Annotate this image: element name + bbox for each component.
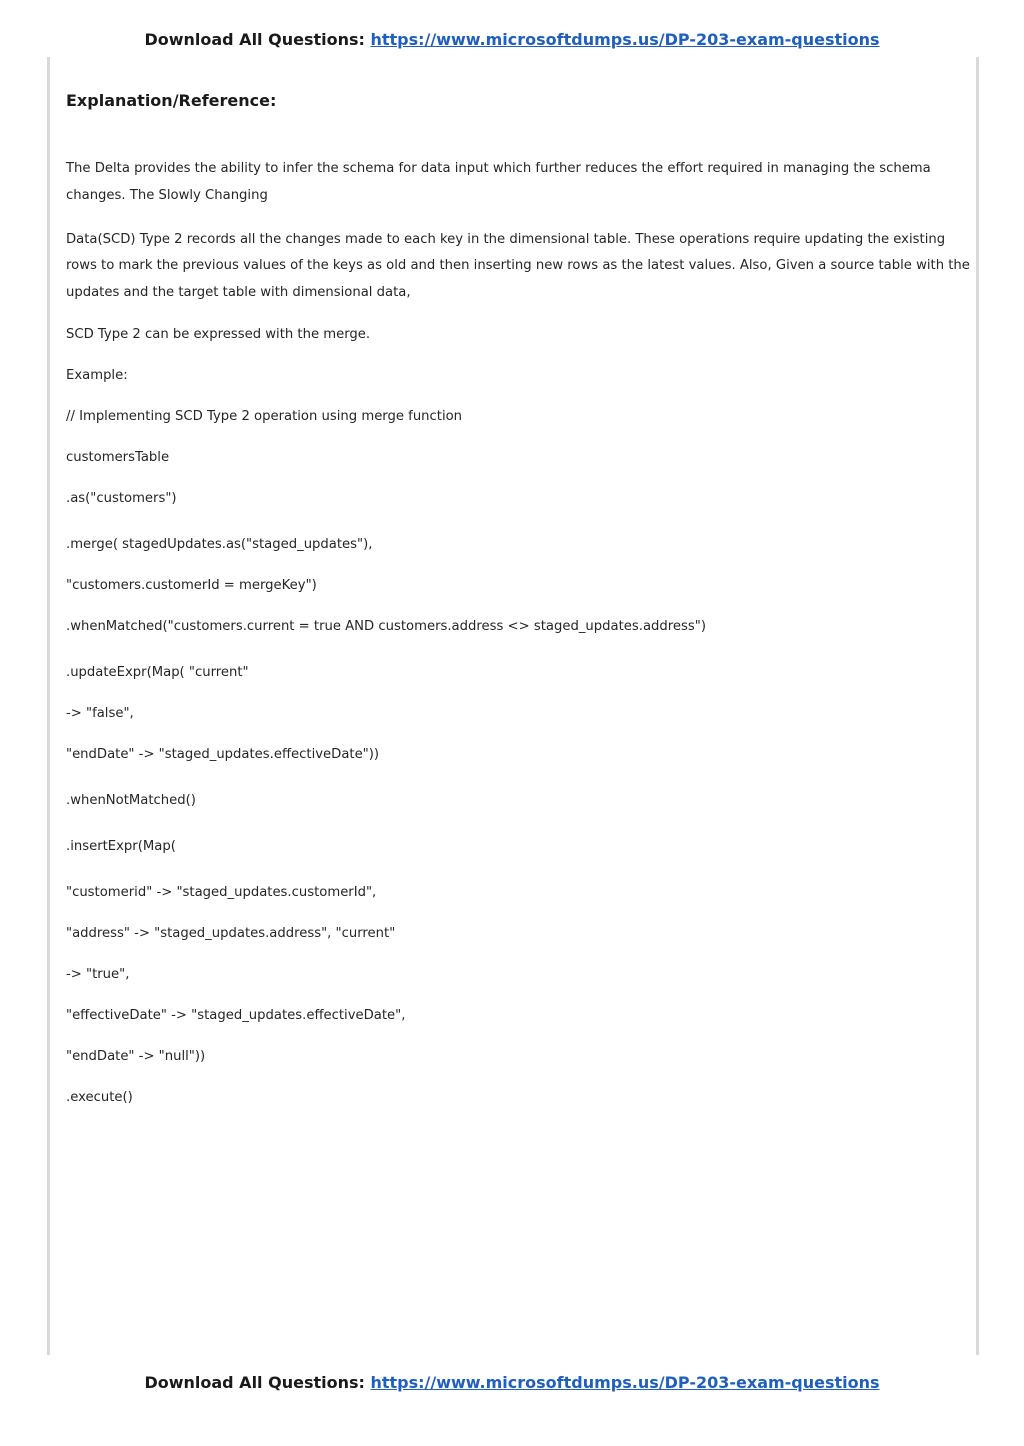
code-line: "effectiveDate" -> "staged_updates.effectiveDate", [66, 1007, 406, 1023]
code-comment: // Implementing SCD Type 2 operation using merge function [66, 408, 463, 424]
footer-banner [0, 1373, 1024, 1392]
code-line: -> "false", [66, 705, 134, 721]
code-line: .as("customers") [66, 490, 177, 506]
paragraph-delta-intro: The Delta provides the ability to infer the schema for data input which further reduces the effort required in managing the schema changes. The Slowly Changing [66, 161, 931, 203]
explanation-section [66, 88, 971, 1108]
code-line: "endDate" -> "null")) [66, 1048, 206, 1064]
code-line: customersTable [66, 449, 170, 465]
code-line: .execute() [66, 1089, 133, 1105]
code-line: .updateExpr(Map( "current" [66, 664, 249, 680]
header-download-link[interactable]: https://www.microsoftdumps.us/DP-203-exam-questions [370, 30, 880, 49]
code-line: "customers.customerId = mergeKey") [66, 577, 317, 593]
code-line: "address" -> "staged_updates.address", "current" [66, 925, 396, 941]
code-line: "endDate" -> "staged_updates.effectiveDate")) [66, 746, 380, 762]
paragraph-scd-type2: Data(SCD) Type 2 records all the changes made to each key in the dimensional table. These operations require updating the existing rows to mark the previous values of the keys as old and then inserting new rows as the latest values. Also, Given a source table with the updates and the target table with dimensional data, [66, 231, 970, 301]
code-line: .insertExpr(Map( [66, 838, 176, 854]
code-line: .whenMatched("customers.current = true AND customers.address <> staged_updates.address") [66, 618, 706, 634]
footer-download-link[interactable]: https://www.microsoftdumps.us/DP-203-exam-questions [370, 1373, 880, 1392]
line-scd-merge: SCD Type 2 can be expressed with the merge. [66, 326, 371, 342]
section-heading: Explanation/Reference: [66, 91, 277, 110]
header-prefix: Download All Questions: [144, 30, 365, 49]
code-line: "customerid" -> "staged_updates.customerId", [66, 884, 377, 900]
code-line: -> "true", [66, 966, 130, 982]
footer-prefix: Download All Questions: [144, 1373, 365, 1392]
code-line: .merge( stagedUpdates.as("staged_updates"), [66, 536, 373, 552]
code-line: .whenNotMatched() [66, 792, 196, 808]
line-example: Example: [66, 367, 128, 383]
header-banner [0, 30, 1024, 49]
